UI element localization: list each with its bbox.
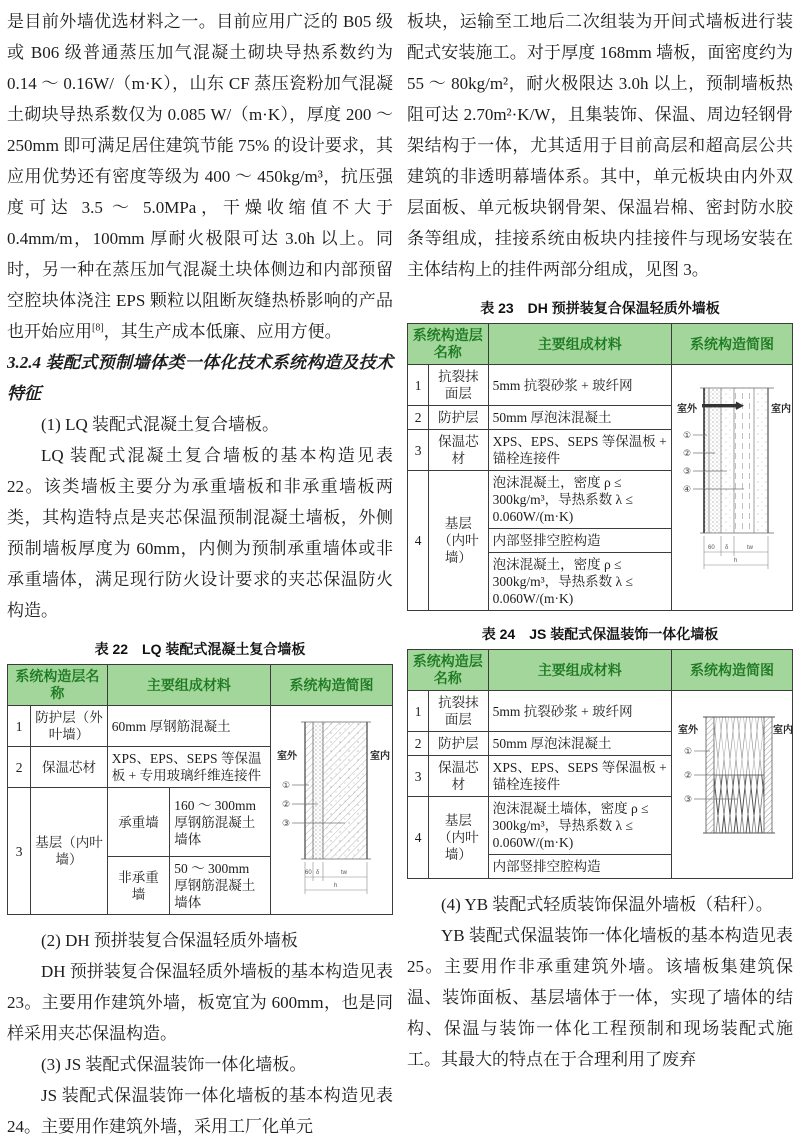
table24-row4-name: 基层（内叶墙）: [429, 797, 488, 879]
paragraph-js-description: JS 装配式保温装饰一体化墙板的基本构造见表 24。主要用作建筑外墙，采用工厂化单元: [7, 1086, 393, 1136]
table22-row3-name: 基层（内叶墙）: [31, 788, 108, 915]
table24-row2-num: 2: [408, 732, 429, 756]
table22-row2-name: 保温芯材: [31, 747, 108, 788]
marker-1-icon: ①: [282, 780, 291, 790]
marker-1-icon: ①: [683, 430, 692, 440]
table22-header-diagram: 系统构造简图: [271, 665, 393, 706]
table22-row3-sub2-material: 50 ～ 300mm 厚钢筋混凝土墙体: [170, 857, 271, 915]
table24-caption: 表 24 JS 装配式保温装饰一体化墙板: [481, 626, 719, 642]
table23-row2-material: 50mm 厚泡沫混凝土: [488, 406, 671, 430]
paragraph-item-4-yb: (4) YB 装配式轻质装饰保温外墙板（秸秆）。: [441, 895, 773, 914]
table22-row3-sub1-label: 承重墙: [107, 788, 169, 857]
table23-row1-name: 抗裂抹面层: [429, 365, 488, 406]
paragraph-aac-block: [7, 6, 393, 347]
dim-delta: δ: [725, 545, 729, 551]
paragraph-text: ，其生产成本低廉、应用方便。: [103, 322, 342, 341]
table22-header-layer-name: 系统构造层名称: [8, 665, 108, 706]
table24-row3-material: XPS、EPS、SEPS 等保温板 + 锚栓连接件: [488, 756, 671, 797]
paragraph-dh-description: DH 预拼装复合保温轻质外墙板的基本构造见表 23。主要用作建筑外墙，板宽宜为 600mm，也是同样采用夹芯保温构造。: [7, 962, 393, 1043]
section-heading-3-2-4: 3.2.4 装配式预制墙体类一体化技术系统构造及技术特征: [7, 353, 393, 403]
paragraph-lq-description: LQ 装配式混凝土复合墙板的基本构造见表 22。该类墙板主要分为承重墙板和非承重墙板两类，其构造特点是夹芯保温预制混凝土墙板，外侧预制墙板厚度为 60mm，内侧为预制承重墙体或非承重墙体，满足现行防火设计要求的夹芯保温防火构造。: [7, 446, 393, 620]
citation-8: [8]: [92, 322, 104, 334]
table23-dh-lightweight-wall: [407, 323, 793, 611]
table22-row3-sub2-label: 非承重墙: [107, 857, 169, 915]
table23-row4-num: 4: [408, 471, 429, 611]
table24-header-material: 主要组成材料: [488, 650, 671, 691]
paragraph-yb-description: YB 装配式保温装饰一体化墙板的基本构造见表 25。主要用作非承重建筑外墙。该墙板集建筑保温、装饰面板、基层墙体于一体，实现了墙体的结构、保温与装饰一体化工程预制和现场装配式施工。其最大的特点在于合理利用了废弃: [407, 926, 793, 1069]
table23-row3-material: XPS、EPS、SEPS 等保温板 + 锚栓连接件: [488, 430, 671, 471]
table22-caption: 表 22 LQ 装配式混凝土复合墙板: [94, 641, 306, 657]
table24-row4-sub1-material: 泡沫混凝土墙体，密度 ρ ≤ 300kg/m³，导热系数 λ ≤ 0.060W/(m·K): [488, 797, 671, 855]
paragraph-text: 是目前外墙优选材料之一。目前应用广泛的 B05 级或 B06 级普通蒸压加气混凝土砌块导热系数约为 0.14 ～ 0.16W/（m·K），山东 CF 蒸压瓷粉加气混凝土砌块导热系数仅为 0.085 W/（m·K），厚度 200 ～ 250mm 即可满足居住建筑节能 75% 的设计要求，其应用优势还有密度等级为 400 ～ 450kg/m³，抗压强度可达 3.5 ～ 5.0MPa，干燥收缩值不大于 0.4mm/m，100mm 厚耐火极限可达 3.0h 以上。同时，另一种在蒸压加气混凝土块体侧边和内部预留空腔块体浇注 EPS 颗粒以阻断灰缝热桥影响的产品也开始应用: [7, 12, 393, 341]
table22-header-material: 主要组成材料: [107, 665, 270, 706]
table24-row1-num: 1: [408, 691, 429, 732]
table23-row3-num: 3: [408, 430, 429, 471]
label-indoor: 室内: [771, 404, 792, 415]
table23-row2-name: 防护层: [429, 406, 488, 430]
table23-row1-material: 5mm 抗裂砂浆 + 玻纤网: [488, 365, 671, 406]
table24-js-integrated-wall: [407, 649, 793, 879]
dim-60: 60: [708, 545, 715, 551]
table24-row3-num: 3: [408, 756, 429, 797]
marker-3-icon: ③: [683, 466, 692, 476]
dim-delta: δ: [316, 870, 320, 876]
table23-header-layer-name: 系统构造层名称: [408, 324, 489, 365]
table24-row2-material: 50mm 厚泡沫混凝土: [488, 732, 671, 756]
table22-diagram-cell: [271, 706, 393, 915]
right-column: [407, 6, 793, 1075]
dim-tw: tw: [341, 870, 348, 876]
left-column: [7, 6, 393, 1142]
table23-row1-num: 1: [408, 365, 429, 406]
table22-row2-material: XPS、EPS、SEPS 等保温板 + 专用玻璃纤维连接件: [107, 747, 270, 788]
table24-row4-num: 4: [408, 797, 429, 879]
table23-row2-num: 2: [408, 406, 429, 430]
table22-row3-num: 3: [8, 788, 31, 915]
label-outdoor: 室外: [677, 404, 698, 415]
dim-h: h: [334, 883, 338, 889]
table24-row4-sub2-material: 内部竖排空腔构造: [488, 855, 671, 879]
dim-60: 60: [305, 870, 312, 876]
marker-3-icon: ③: [282, 818, 291, 828]
table23-row4-sub2-material: 内部竖排空腔构造: [488, 529, 671, 553]
dim-h: h: [734, 558, 738, 564]
marker-2-icon: ②: [683, 448, 692, 458]
table24-diagram-cell: [672, 691, 793, 879]
table22-row2-num: 2: [8, 747, 31, 788]
table24-header-layer-name: 系统构造层名称: [408, 650, 489, 691]
table22-row3-sub1-material: 160 ～ 300mm 厚钢筋混凝土墙体: [170, 788, 271, 857]
label-indoor: 室内: [773, 724, 794, 736]
label-indoor: 室内: [370, 751, 391, 762]
table22-row1-material: 60mm 厚钢筋混凝土: [107, 706, 270, 747]
marker-2-icon: ②: [282, 799, 291, 809]
table24-row1-name: 抗裂抹面层: [429, 691, 488, 732]
label-outdoor: 室外: [678, 724, 699, 736]
table24-row3-name: 保温芯材: [429, 756, 488, 797]
table24-row1-material: 5mm 抗裂砂浆 + 玻纤网: [488, 691, 671, 732]
table24-row2-name: 防护层: [429, 732, 488, 756]
paragraph-item-1-lq: (1) LQ 装配式混凝土复合墙板。: [41, 415, 279, 434]
table24-header-diagram: 系统构造简图: [672, 650, 793, 691]
table23-caption: 表 23 DH 预拼装复合保温轻质外墙板: [480, 300, 720, 316]
wall-section-diagram-js: [676, 703, 794, 863]
paragraph-item-2-dh: (2) DH 预拼装复合保温轻质外墙板: [41, 931, 298, 950]
table23-diagram-cell: [672, 365, 793, 611]
marker-1-icon: ①: [684, 745, 693, 756]
table23-row3-name: 保温芯材: [429, 430, 488, 471]
table22-row1-name: 防护层（外叶墙）: [31, 706, 108, 747]
marker-2-icon: ②: [684, 769, 693, 780]
label-outdoor: 室外: [277, 751, 298, 762]
table23-row4-sub1-material: 泡沫混凝土，密度 ρ ≤ 300kg/m³，导热系数 λ ≤ 0.060W/(m·K): [488, 471, 671, 529]
wall-section-diagram-lq: [275, 709, 393, 907]
table23-header-material: 主要组成材料: [488, 324, 671, 365]
dim-tw: tw: [747, 545, 754, 551]
table22-row1-num: 1: [8, 706, 31, 747]
marker-3-icon: ③: [684, 793, 693, 804]
table23-row4-sub3-material: 泡沫混凝土，密度 ρ ≤ 300kg/m³，导热系数 λ ≤ 0.060W/(m·K): [488, 553, 671, 611]
table22-lq-composite-wall: [7, 664, 393, 915]
paragraph-item-3-js: (3) JS 装配式保温装饰一体化墙板。: [41, 1055, 307, 1074]
paragraph-js-continued: 板块，运输至工地后二次组装为开间式墙板进行装配式安装施工。对于厚度 168mm 墙板，面密度约为 55 ～ 80kg/m²，耐火极限达 3.0h 以上，预制墙板热阻可达 2.70m²·K/W，且集装饰、保温、周边轻钢骨架结构于一体，尤其适用于目前高层和超高层公共建筑的非透明幕墙体系。其中，单元板块由内外双层面板、单元板块钢骨架、保温岩棉、密封防水胶条等组成，挂接系统由板块内挂接件与现场安装在主体结构上的挂件两部分组成，见图 3。: [407, 12, 793, 279]
table23-row4-name: 基层（内叶墙）: [429, 471, 488, 611]
wall-section-diagram-dh: [676, 373, 792, 598]
table23-header-diagram: 系统构造简图: [672, 324, 793, 365]
marker-4-icon: ④: [683, 484, 692, 494]
